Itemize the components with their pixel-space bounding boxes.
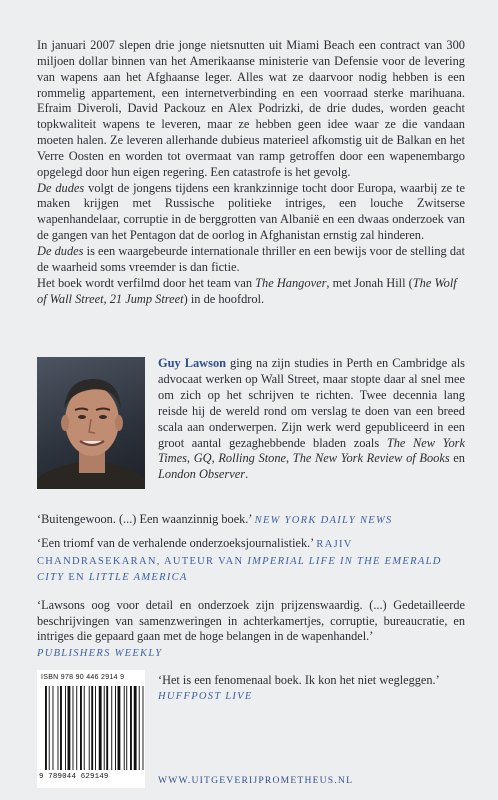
separator: , — [286, 451, 293, 466]
barcode-bar — [95, 686, 96, 770]
barcode-bar — [130, 686, 132, 770]
blurb-text-3: is een waargebeurde internationale thriller en een bewijs voor de stelling dat de waarheid soms vreemder is dan fictie. — [37, 243, 465, 274]
blurb-paragraph-3 — [37, 244, 465, 276]
barcode-bar — [115, 686, 116, 770]
barcode-bar — [106, 686, 108, 770]
author-bio-paragraph — [158, 356, 465, 483]
quote-source: HUFFPOST LIVE — [158, 690, 253, 702]
book-title-inline: De dudes — [37, 180, 85, 195]
review-quote-1 — [37, 512, 465, 529]
barcode-bar — [126, 686, 127, 770]
publisher-website[interactable]: WWW.UITGEVERIJPROMETHEUS.NL — [158, 775, 354, 786]
quote-source: RAJIV CHANDRASEKARAN, AUTEUR VAN — [37, 539, 353, 567]
barcode-bar — [143, 686, 144, 770]
barcode-bar — [58, 686, 59, 770]
blurb-text-1: In januari 2007 slepen drie jonge nietsnutten uit Miami Beach een contract van 300 miljoen dollar binnen van het Amerikaanse ministerie van Defensie voor de levering van wapens aan het Afghaanse leger. Alles wat ze daarvoor nodig hebben is een rommelig appartement, een internetverbinding en een voorraad sterke marihuana. Efraim Diveroli, David Packouz en Alex Podrizki, de drie dudes, worden geacht topkwaliteit wapens te leveren, maar ze hebben geen idee waar ze die vandaan moeten halen. Ze leveren allerhande dubieus materieel afkomstig uit de Balkan en het Verre Oosten en worden tot overmaat van ramp getroffen door een wapenembargo opgelegd door hun eigen regering. Een catastrofe is het gevolg. — [37, 38, 465, 179]
quote-source: NEW YORK DAILY NEWS — [254, 515, 393, 526]
barcode-bar — [89, 686, 90, 770]
separator: , — [211, 451, 219, 466]
separator: . — [245, 467, 249, 482]
author-name: Guy Lawson — [158, 356, 227, 370]
review-quote-2 — [37, 536, 465, 586]
quote-source: EN — [64, 572, 89, 584]
barcode-bar — [111, 686, 112, 770]
barcode-bar — [99, 686, 102, 770]
review-quote-3 — [37, 598, 465, 661]
quote-text: ‘Een triomf van de verhalende onderzoeksjournalistiek.’ — [37, 536, 317, 550]
author-portrait-illustration — [37, 357, 145, 489]
publication-name: London Observer — [158, 467, 246, 482]
blurb-paragraph-2 — [37, 181, 465, 244]
separator: , — [186, 451, 194, 466]
barcode-bar — [53, 686, 54, 770]
barcode — [37, 670, 145, 788]
review-quote-4 — [158, 673, 465, 704]
blurb — [37, 38, 465, 307]
quote-source-title: IMPERIAL LIFE IN THE EMERALD CITY — [37, 555, 442, 584]
quote-text: ‘Lawsons oog voor detail en onderzoek zijn prijzenswaardig. (...) Gedetailleerde beschrijvingen van samenzweringen in achterkamertjes, corruptie, bureaucratie, en intriges die gepaard gaan met de hoge belangen in de wapenhandel.’ — [37, 598, 465, 644]
barcode-bars — [37, 670, 145, 774]
publication-name: The New York Times — [158, 435, 465, 466]
barcode-bar — [76, 686, 77, 770]
isbn-label: ISBN 978 90 446 2914 9 — [41, 674, 125, 681]
author-photo — [37, 357, 145, 489]
barcode-bar — [80, 686, 82, 770]
barcode-bar — [73, 686, 74, 770]
barcode-bar — [139, 686, 140, 770]
barcode-bar — [124, 686, 125, 770]
film-title: The Hangover — [255, 275, 327, 290]
quote-source-title: LITTLE AMERICA — [88, 572, 188, 584]
barcode-bar — [91, 686, 93, 770]
separator: en — [449, 451, 466, 466]
barcode-bar — [84, 686, 85, 770]
barcode-digits: 9 789044 629149 — [39, 773, 109, 781]
barcode-bar — [134, 686, 137, 770]
barcode-bar — [68, 686, 71, 770]
quote-text: ‘Het is een fenomenaal boek. Ik kon het niet wegleggen.’ — [158, 673, 440, 687]
barcode-bar — [104, 686, 105, 770]
barcode-bar — [49, 686, 50, 770]
blurb-text-4b: , met Jonah Hill ( — [326, 275, 413, 290]
author-bio — [158, 356, 465, 483]
barcode-bar — [65, 686, 66, 770]
publication-name: The New York Review of Books — [292, 451, 450, 466]
blurb-paragraph-4 — [37, 276, 465, 308]
quote-text: ‘Buitengewoon. (...) Een waanzinnig boek.’ — [37, 512, 255, 526]
barcode-bar — [45, 686, 47, 770]
publication-name: Rolling Stone — [218, 451, 287, 466]
quote-source: PUBLISHERS WEEKLY — [37, 647, 163, 659]
blurb-text-2: volgt de jongens tijdens een krankzinnige tocht door Europa, waarbij ze te maken krijgen met Russische politieke intriges, een louche Zwitserse wapenhandelaar, corruptie in de berggrotten van Albanië en een dwaas onderzoek van de gangen van het Pentagon dat de oorlog in Afghanistan ernstig zal hinderen. — [37, 180, 465, 243]
publication-name: GQ — [193, 451, 212, 466]
film-title: The Wolf of Wall Street, 21 Jump Street — [37, 275, 457, 306]
barcode-bar — [118, 686, 121, 770]
author-bio-text: ging na zijn studies in Perth en Cambridge als advocaat werken op Wall Street, maar stopte daar al snel mee om zich op het schrijven te richten. Twee decennia lang reisde hij de wereld rond om verslag te doen van een breed scala aan onderwerpen. Zijn werk werd gepubliceerd in een groot aantal gezaghebbende bladen zoals — [158, 356, 465, 450]
blurb-text-4c: ) in de hoofdrol. — [183, 291, 265, 306]
blurb-paragraph-1 — [37, 38, 465, 181]
blurb-text-4a: Het boek wordt verfilmd door het team van — [37, 275, 256, 290]
book-title-inline: De dudes — [37, 243, 84, 258]
barcode-bar — [60, 686, 62, 770]
